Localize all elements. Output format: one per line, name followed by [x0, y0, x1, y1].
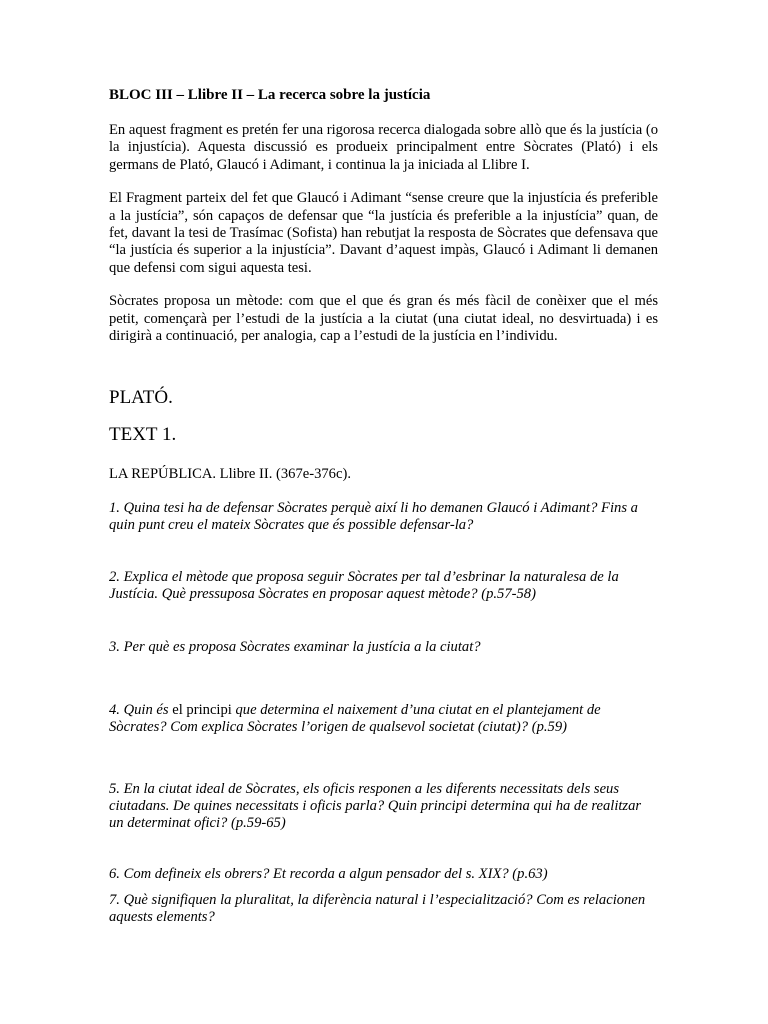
question-1: 1. Quina tesi ha de defensar Sòcrates perquè així li ho demanen Glaucó i Adimant? Fins a quin punt creu el mateix Sòcrates que és possible defensar-la? — [109, 500, 638, 534]
question-4-start: 4. Quin és — [109, 702, 173, 719]
method-paragraph: Sòcrates proposa un mètode: com que el que és gran és més fàcil de conèixer que el més petit, començarà per l’estudi de la justícia a la ciutat (una ciutat ideal, no desvirtuada) i es dirigirà a continuació, per analogia, cap a l’estudi de la justícia en l’individu. — [109, 293, 658, 345]
document-page — [109, 86, 658, 926]
work-reference: LA REPÚBLICA. Llibre II. (367e-376c). — [109, 466, 351, 483]
intro-paragraph: En aquest fragment es pretén fer una rigorosa recerca dialogada sobre allò que és la justícia (o la injustícia). Aquesta discussió es produeix principalment entre Sòcrates (Plató) i els germans de Plató, Glaucó i Adimant, i continua la ja iniciada al Llibre I. — [109, 122, 658, 173]
question-4-end: que determina el naixement d’una ciutat en el plantejament de Sòcrates? Com explica Sòcrates l’origen de qualsevol societat (ciutat)? (p.59) — [109, 702, 601, 736]
author-heading: PLATÓ. — [109, 387, 173, 409]
question-4 — [109, 702, 658, 736]
question-5: 5. En la ciutat ideal de Sòcrates, els oficis responen a les diferents necessitats dels seus ciutadans. De quines necessitats i oficis parla? Quin principi determina qui ha de realitzar un determinat ofici? (p.59-65) — [109, 781, 642, 832]
question-7: 7. Què signifiquen la pluralitat, la diferència natural i l’especialització? Com es relacionen aquests elements? — [109, 892, 646, 926]
question-4-upright-text: el principi — [172, 702, 232, 719]
text-number-heading: TEXT 1. — [109, 424, 177, 446]
question-2: 2. Explica el mètode que proposa seguir Sòcrates per tal d’esbrinar la naturalesa de la Justícia. Què pressuposa Sòcrates en proposar aquest mètode? (p.57-58) — [109, 569, 619, 603]
question-3: 3. Per què es proposa Sòcrates examinar la justícia a la ciutat? — [109, 639, 481, 656]
fragment-paragraph: El Fragment parteix del fet que Glaucó i Adimant “sense creure que la injustícia és preferible a la justícia”, són capaços de defensar que “la justícia és preferible a la injustícia” quan, de fet, davant la tesi de Trasímac (Sofista) han rebutjat la resposta de Sòcrates que defensava que “la justícia és superior a la injustícia”. Davant d’aquest impàs, Glaucó i Adimant li demanen que defensi com sigui aquesta tesi. — [109, 190, 658, 276]
section-heading: BLOC III – Llibre II – La recerca sobre la justícia — [109, 87, 431, 103]
question-6: 6. Com defineix els obrers? Et recorda a algun pensador del s. XIX? (p.63) — [109, 866, 548, 883]
